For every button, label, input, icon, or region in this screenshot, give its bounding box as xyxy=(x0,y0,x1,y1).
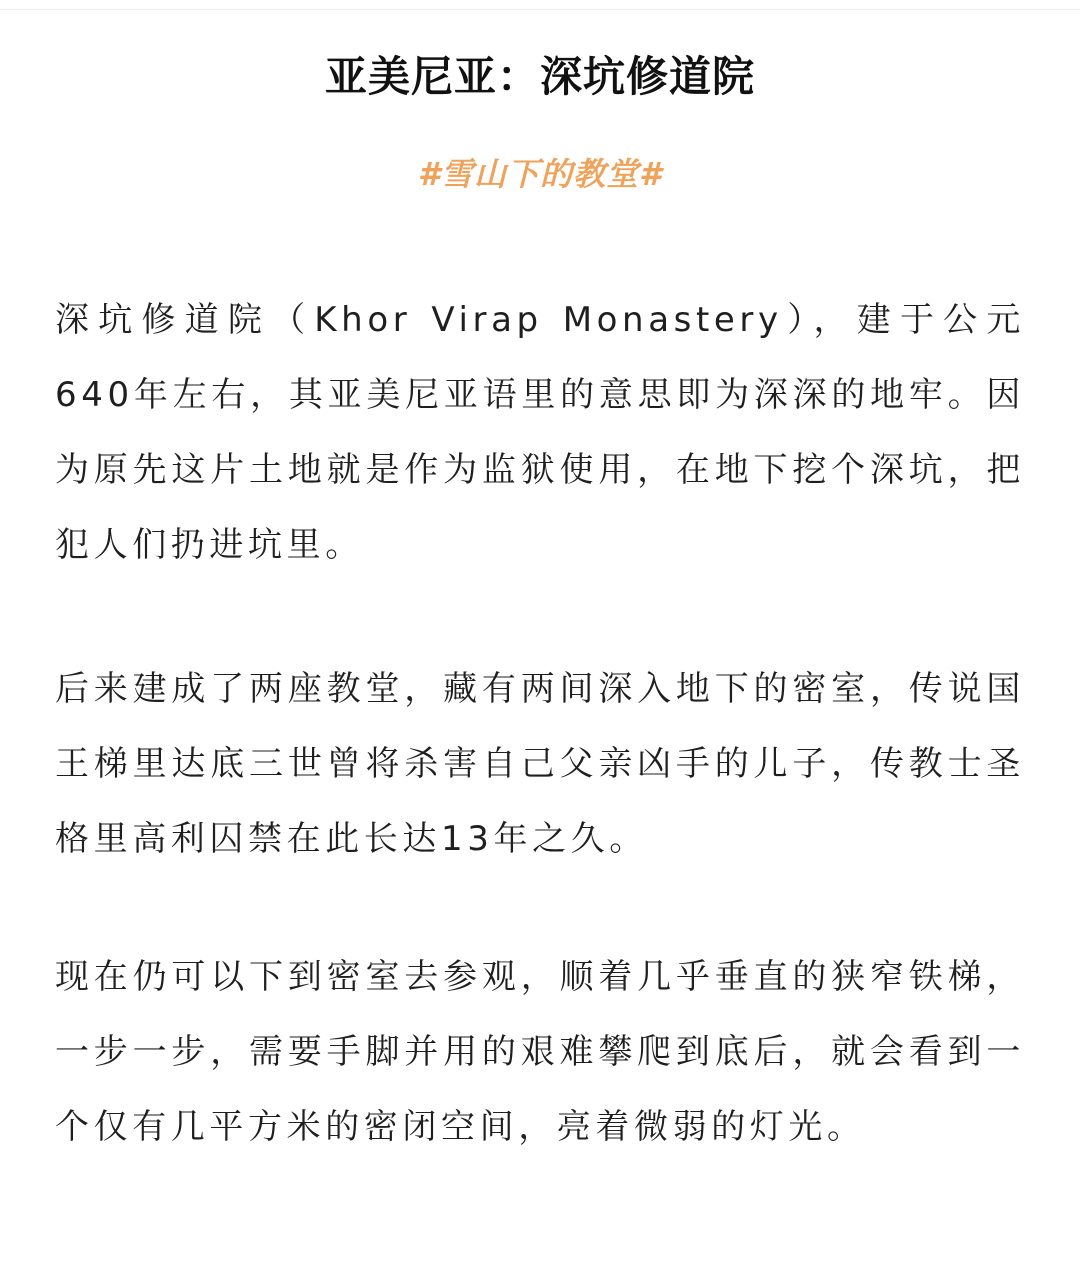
article-paragraph-3: 现在仍可以下到密室去参观，顺着几乎垂直的狭窄铁梯，一步一步，需要手脚并用的艰难攀爬到底后，就会看到一个仅有几平方米的密闭空间，亮着微弱的灯光。 xyxy=(55,957,1025,1147)
article-title: 亚美尼亚：深坑修道院 xyxy=(324,52,755,101)
topic-hashtag[interactable]: #雪山下的教堂# xyxy=(417,155,663,193)
article-paragraph-1: 深坑修道院（Khor Virap Monastery），建于公元640年左右，其亚美尼亚语里的意思即为深深的地牢。因为原先这片土地就是作为监狱使用，在地下挖个深坑，把犯人们扔进坑里。 xyxy=(55,300,1025,565)
article-paragraph-2: 后来建成了两座教堂，藏有两间深入地下的密室，传说国王梯里达底三世曾将杀害自己父亲凶手的儿子，传教士圣格里高利囚禁在此长达13年之久。 xyxy=(55,669,1025,859)
top-divider xyxy=(0,9,1080,10)
